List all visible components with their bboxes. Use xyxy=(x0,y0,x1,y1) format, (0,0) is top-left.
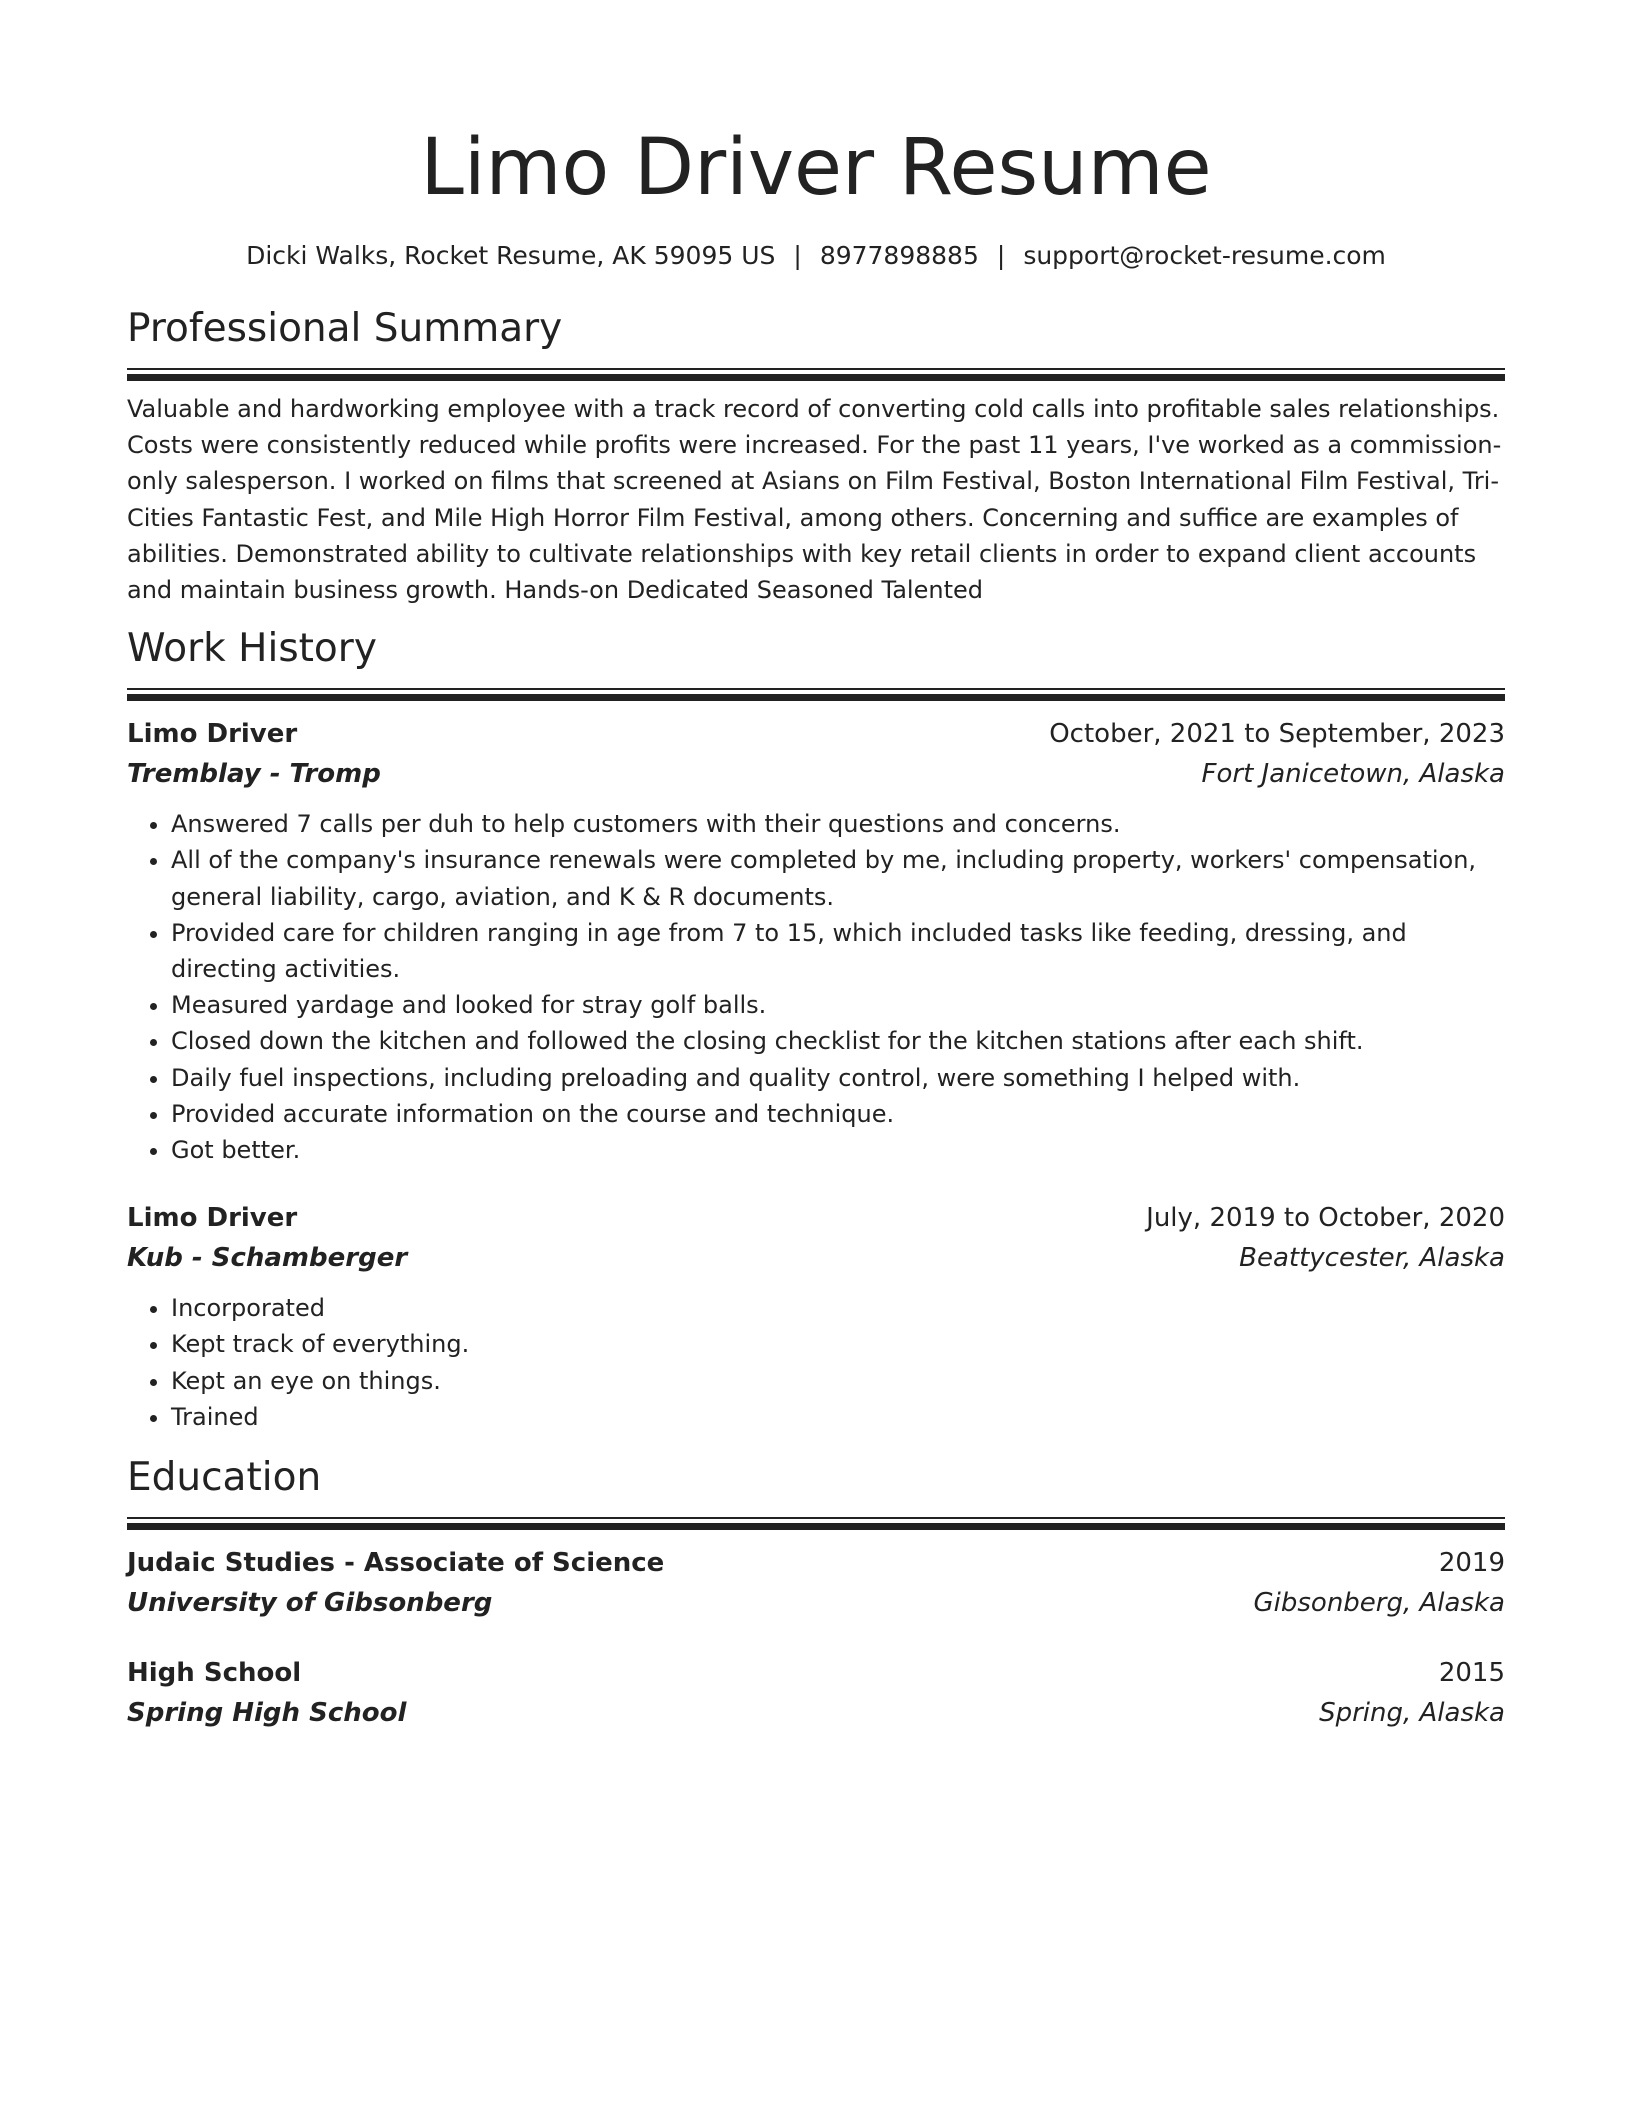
job-entry xyxy=(127,714,1505,1168)
job-header-row xyxy=(127,1198,1505,1238)
job-location: Fort Janicetown, Alaska xyxy=(1201,759,1505,790)
section-divider xyxy=(127,368,1505,381)
work-history-section xyxy=(127,624,1505,1435)
education-degree: High School xyxy=(127,1658,302,1689)
education-header-row xyxy=(127,1653,1505,1693)
education-degree: Judaic Studies - Associate of Science xyxy=(127,1548,665,1579)
contact-separator: | xyxy=(996,241,1006,270)
list-item: • Answered 7 calls per duh to help customers with their questions and concerns. xyxy=(171,806,1505,842)
summary-section xyxy=(127,304,1505,608)
job-entry xyxy=(127,1198,1505,1435)
contact-email[interactable]: support@rocket-resume.com xyxy=(1023,241,1386,270)
job-title: Limo Driver xyxy=(127,719,298,750)
education-year: 2015 xyxy=(1438,1658,1505,1689)
education-school: Spring High School xyxy=(127,1698,407,1729)
section-divider xyxy=(127,1517,1505,1530)
section-divider xyxy=(127,688,1505,701)
job-bullets xyxy=(127,1290,1505,1435)
list-item: • Closed down the kitchen and followed the closing checklist for the kitchen stations after each shift. xyxy=(171,1023,1505,1059)
summary-heading: Professional Summary xyxy=(127,306,563,351)
job-header-row xyxy=(127,714,1505,754)
list-item: • Kept track of everything. xyxy=(171,1326,1505,1362)
job-bullets xyxy=(127,806,1505,1168)
job-company: Kub - Schamberger xyxy=(127,1243,408,1274)
education-school: University of Gibsonberg xyxy=(127,1588,493,1619)
summary-text: Valuable and hardworking employee with a track record of converting cold calls into profitable sales relationships. Costs were consistently reduced while profits were increased. For the past 11 years, I've worked as a commission-only salesperson. I worked on films that screened at Asians on Film Festival, Boston International Film Festival, Tri-Cities Fantastic Fest, and Mile High Horror Film Festival, among others. Concerning and suffice are examples of abilities. Demonstrated ability to cultivate relationships with key retail clients in order to expand client accounts and maintain business growth. Hands-on Dedicated Seasoned Talented xyxy=(127,395,1502,605)
list-item: • Measured yardage and looked for stray golf balls. xyxy=(171,987,1505,1023)
education-entry xyxy=(127,1653,1505,1733)
job-dates: October, 2021 to September, 2023 xyxy=(1049,719,1505,750)
education-heading: Education xyxy=(127,1455,322,1501)
list-item: • Daily fuel inspections, including preloading and quality control, were something I helped with. xyxy=(171,1060,1505,1096)
list-item: • Incorporated xyxy=(171,1290,1505,1326)
job-company: Tremblay - Tromp xyxy=(127,759,381,790)
list-item: • Trained xyxy=(171,1399,1505,1435)
education-location: Spring, Alaska xyxy=(1319,1698,1505,1729)
education-year: 2019 xyxy=(1438,1548,1505,1579)
list-item: • Got better. xyxy=(171,1132,1505,1168)
job-location: Beattycester, Alaska xyxy=(1239,1243,1505,1274)
list-item: • Provided accurate information on the course and technique. xyxy=(171,1096,1505,1132)
education-subheader-row xyxy=(127,1693,1505,1733)
job-title: Limo Driver xyxy=(127,1203,298,1234)
page-title: Limo Driver Resume xyxy=(420,123,1212,213)
list-item: • Provided care for children ranging in age from 7 to 15, which included tasks like feeding, dressing, and directing activities. xyxy=(171,915,1505,987)
education-header-row xyxy=(127,1543,1505,1583)
contact-line xyxy=(127,238,1505,274)
job-subheader-row xyxy=(127,1238,1505,1278)
list-item: • Kept an eye on things. xyxy=(171,1363,1505,1399)
education-subheader-row xyxy=(127,1583,1505,1623)
list-item: • All of the company's insurance renewals were completed by me, including property, workers' compensation, general liability, cargo, aviation, and K & R documents. xyxy=(171,842,1505,914)
work-history-heading: Work History xyxy=(127,626,377,672)
contact-separator: | xyxy=(793,241,802,270)
contact-address: Dicki Walks, Rocket Resume, AK 59095 US xyxy=(246,241,776,270)
education-location: Gibsonberg, Alaska xyxy=(1253,1588,1505,1619)
education-section xyxy=(127,1453,1505,1733)
job-dates: July, 2019 to October, 2020 xyxy=(1146,1203,1505,1234)
education-entry xyxy=(127,1543,1505,1623)
job-subheader-row xyxy=(127,754,1505,794)
contact-phone: 8977898885 xyxy=(819,241,979,270)
